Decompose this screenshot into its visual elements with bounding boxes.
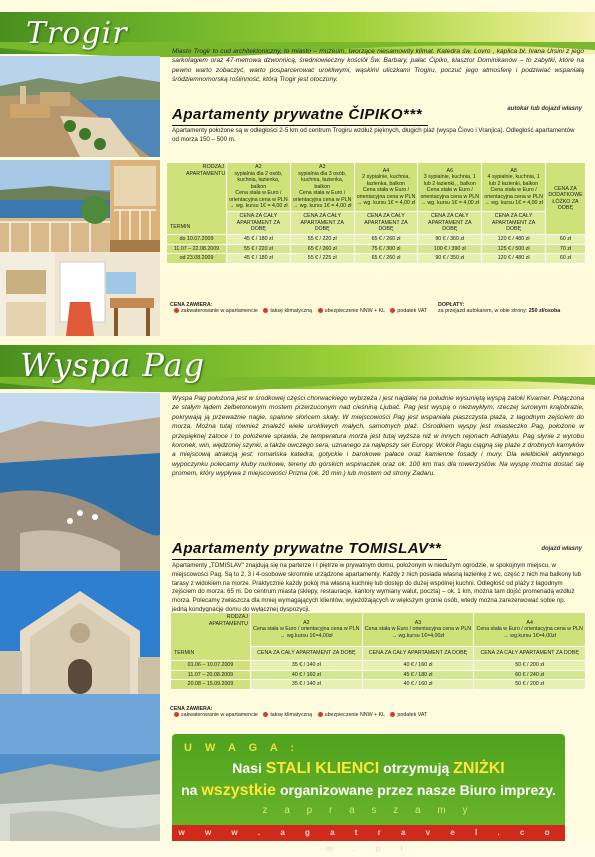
trogir-surcharges: DOPŁATY: za przejazd autokarem, w obie strony: 250 zł/osoba [438,302,561,314]
corner-bottom-label: TERMIN [170,223,191,230]
corner-top-label: RODZAJ APARTAMENTU [208,614,248,627]
per-apartment-label: CENA ZA CAŁY APARTAMENT ZA DOBĘ [290,212,354,235]
cipiko-title: Apartamenty prywatne ČIPIKO*** [172,106,423,123]
table-row: 20.08 – 15.09.2009 35 € / 140 zł 40 € / 160 zł 50 € / 200 zł [171,680,586,690]
col-header-a3: A3 Cena stała w Euro / orientacyjna cena w PLN → wg.kursu 1€=4,00zł [362,613,474,647]
col-header-extra-bed: CENA ZA DODATKOWE ŁÓŻKO ZA DOBĘ [546,163,586,235]
col-header-a2: A2 sypialnia dla 2 osób, kuchnia, łazienka, balkon Cena stała w Euro / orientacyjna cena w PLN → wg. kursu 1€ = 4,00 zł [227,163,291,212]
trogir-town-photo [0,56,160,157]
pag-title: Wyspa Pag [20,346,206,384]
notice-heading: U W A G A : [184,742,300,754]
per-apartment-label: CENA ZA CAŁY APARTAMENT ZA DOBĘ [474,646,586,660]
trogir-intro: Miasto Trogir to cud architektoniczny, to miasto – muzeum, tworzące niesamowity klimat. Katedra św. Lovro , kaplica bł. Ivana Ursini z jego sarkofagiem oraz 47-metrowa dzwonnicą, średniowieczny kościół Św. Barbary, pałac Ćipiko, klasztor Dominikanów – to zabytki, które na pewno warto zobaczyć, warto posparcerować urokliwymi, wąskimi uliczkami Trogiru, poczuć jego atmosferę i podziwiać wspaniałą śródziemnomorską roślinność, którą Trogir jest otoczony. [172,48,584,84]
tomislav-price-table [170,612,586,690]
corner-bottom-label: TERMIN [174,649,195,656]
pag-includes: CENA ZAWIERA: zakwaterowanie w apartamencie taksę klimatyczną ubezpieczenie NNW + KL podatek VAT [170,706,428,718]
apartment-balcony-photo [110,160,160,252]
col-header-a6: A6 3 sypialnie, kuchnia, 1 lub 2 łazienki, , balkon Cena stała w Euro / orientacyjna cena w PLN → wg. kursu 1€ = 4,00 zł [418,163,482,212]
cipiko-transport-note: autokar lub dojazd własny [507,106,582,112]
pag-coast-photo [0,393,160,571]
table-row: 01.06 – 10.07.2009 35 € / 140 zł 40 € / 160 zł 50 € / 200 zł [171,661,586,671]
col-header-a3: A3 sypialnia dla 3 osób, kuchnia, łazienka, balkon Cena stała w Euro / orientacyjna cena w PLN → wg. kursu 1€ = 4,00 zł [290,163,354,212]
per-apartment-label: CENA ZA CAŁY APARTAMENT ZA DOBĘ [354,212,418,235]
regular-clients-notice [172,734,565,853]
notice-invite: z a p r a s z a m y [262,805,475,816]
apartment-terrace-photo [0,160,110,252]
per-apartment-label: CENA ZA CAŁY APARTAMENT ZA DOBĘ [482,212,546,235]
apartment-kitchen-photo [0,252,160,336]
col-header-a8: A8 4 sypialnie, kuchnia, 1 lub 2 łazienki, balkon Cena stała w Euro / orientacyjna cena w PLN → wg. kursu 1€ = 4,00 zł [482,163,546,212]
corner-top-label: RODZAJ APARTAMENTU [186,164,226,177]
per-apartment-label: CENA ZA CAŁY APARTAMENT ZA DOBĘ [418,212,482,235]
table-corner [167,163,227,235]
per-apartment-label: CENA ZA CAŁY APARTAMENT ZA DOBĘ [227,212,291,235]
notice-line-2: na wszystkie organizowane przez nasze Biuro imprezy. [181,782,556,799]
table-row: 11.07 – 22.08.2009 55 € / 220 zł 65 € / 260 zł 75 € / 300 zł 100 € / 390 zł 125 € / 500 zł 70 zł [167,244,586,254]
table-corner [171,613,251,661]
per-apartment-label: CENA ZA CAŁY APARTAMENT ZA DOBĘ [362,646,474,660]
col-header-a2: A2 Cena stała w Euro / orientacyjna cena w PLN → wg.kursu 1€=4,00zł [251,613,363,647]
website-link[interactable]: w w w . a g a t r a v e l . c o m . p l [172,825,565,841]
pag-church-photo [0,571,160,694]
table-row: do 10.07.2009 45 € / 180 zł 55 € / 220 zł 65 € / 260 zł 90 € / 360 zł 120 € / 480 zł 60 zł [167,235,586,245]
per-apartment-label: CENA ZA CAŁY APARTAMENT ZA DOBĘ [251,646,363,660]
pag-intro: Wyspa Pag położona jest w środkowej części chorwackiego wybrzeża i jest najdalej na południe wysuniętą wyspą zatoki Kvarner. Połączona ze stałym lądem żelbetonowym mostem przerzuconym nad cieśniną Ljubač. Pag jest wyspą o niezwykłym, rzeczej surowym krajobrazie, pokrywają ją przeważnie nagie, spalone słońcem skały. W miejscowości Pag jest wspaniała piaszczysta plaża, z łagodnym zejściem do morza. Można tutaj również znaleźć wiele urokliwych małych, samotnych plaż. Ośrodkiem wyspy jest miasteczko Pag, położone w przepięknej zatoce i to położenie sprawia, że temperatura morza jest tutaj wyższa niż w innych rejonach Adriatyku. Pag słynie z wyrobu koronek, win, wędzonej szynki, a także owczego sera, uznanego za najlepszy ser Europy. Wokół Pagu ciągną się plaże z drobnych kamyków a miejscową atrakcją jest: romańska katedra, gotyckie i barokowe pałace oraz kamienne fosady i mury. Dla wielbicieli aktywnego wypoczynku polecamy kluby nurkowe, tereny do górskich wspinaczek oraz ok. 100 km tras dla rowerzystów. Na wyspę można dostać się promem, który wypływa z miejscowości Prizna (ok. 20 min.) lub mostem od strony Zadaru. [172,395,584,478]
trogir-title: Trogir [26,16,128,51]
tomislav-title: Apartamenty prywatne TOMISLAV** [172,540,442,557]
table-row: 11.07 – 20.08.2009 40 € / 160 zł 45 € / 180 zł 60 € / 240 zł [171,670,586,680]
table-row: od 23.08.2009 45 € / 180 zł 55 € / 225 zł 65 € / 260 zł 90 € / 350 zł 120 € / 480 zł 60 zł [167,254,586,264]
trogir-includes: CENA ZAWIERA: zakwaterowanie w apartamencie taksę klimatyczną ubezpieczenie NNW + KL podatek VAT [170,302,428,314]
tomislav-description: Apartamenty „TOMISLAV" znajdują się na parterze i I piętrze w prywatnym domu, położonym w niedużym ogrodzie, w spokojnym miejscu, w miejscowości Pag. Są to 2, 3 i 4-osobowe skromnie urządzone apartamenty. Każdy z nich posiada własną łazienkę z wc, część z nich ma balkony lub tarasy z widokiem na morze. Praktycznie każdy pokój ma własną kuchnię lub dostęp do dużej wspólnej kuchni. Odległość od plaży z łagodnym zejściem do morza: 65 m. Do centrum miasta (sklepy, restauracje, kantory wymiany walut, poczta) – ok. 1 km, można tam dojść promenadą wzdłuż morza. Polecamy zwłaszcza dla mniej wymagających klientów, wyjeżdżających w większym gronie osób, wtedy można zarezerwować sobie np. jedną kondygnację domu do wyłącznej dyspozycji. [172,562,582,613]
tomislav-transport-note: dojazd własny [541,546,582,552]
cipiko-description: Apartamenty położone są w odległości 2-5 km od centrum Trogiru wzdłuż pięknych, długich plaż (wyspa Čiovo i Vranjica). Odległość apartamentów od morza 150 – 500 m. [172,127,575,143]
col-header-a4: A4 2 sypialnie, kuchnia, łazienka, balkon Cena stała w Euro / orientacyjna cena w PLN → wg. kursu 1€ = 4,00 zł [354,163,418,212]
col-header-a4: A4 Cena stała w Euro / orientacyjna cena w PLN → wg.kursu 1€=4,00zł [474,613,586,647]
cipiko-price-table [166,162,586,264]
pag-landscape-photo [0,694,160,841]
notice-line-1: Nasi STALI KLIENCI otrzymują ZNIŻKI [232,760,505,777]
